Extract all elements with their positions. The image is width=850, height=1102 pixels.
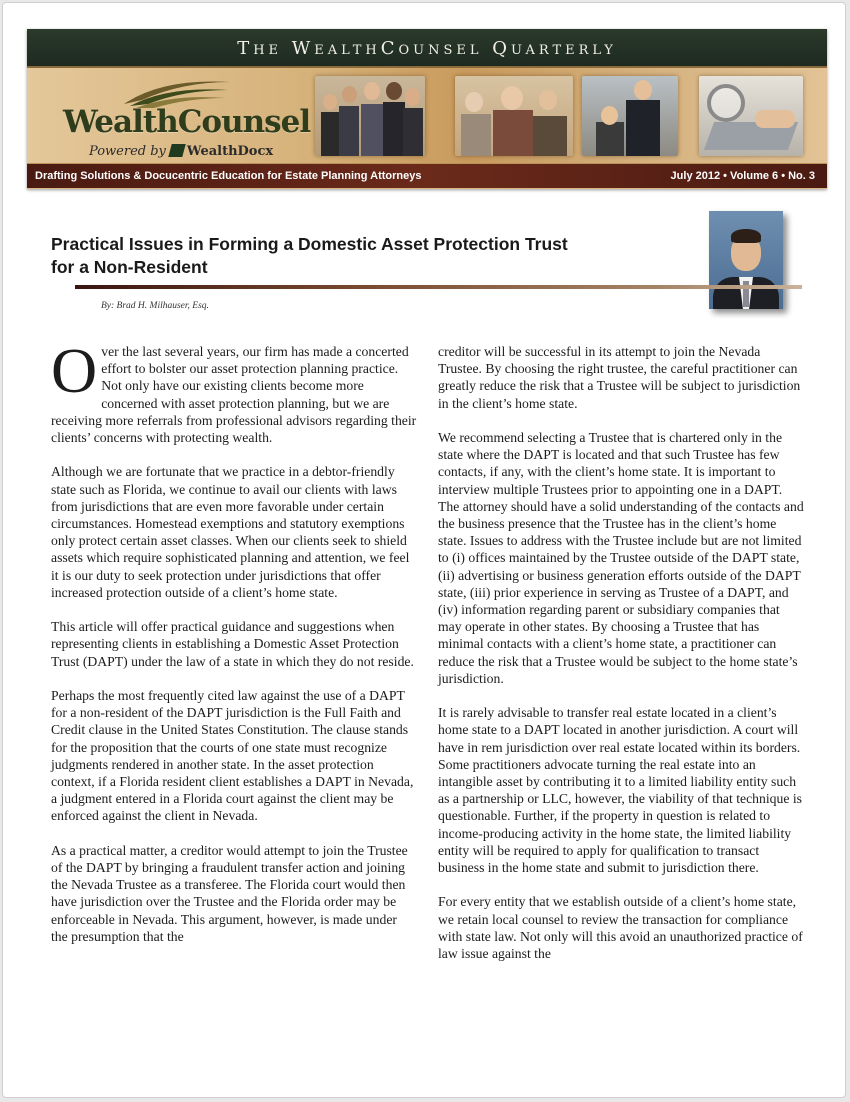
article-title-line-1: Practical Issues in Forming a Domestic Asset Protection Trust (51, 234, 568, 254)
author-photo (709, 211, 783, 309)
title-divider (75, 285, 802, 289)
paragraph: creditor will be successful in its attempt to join the Nevada Trustee. By choosing the right trustee, the careful practitioner can greatly reduce the risk that a Trustee will be subject to jurisdiction in the client’s home state. (438, 344, 801, 411)
article-title (51, 233, 611, 279)
newsletter-page (2, 2, 846, 1098)
article-column-left (51, 335, 417, 962)
powered-by-label: Powered by (89, 144, 166, 159)
newsletter-tagline: Drafting Solutions & Docucentric Education for Estate Planning Attorneys (35, 170, 422, 182)
paragraph: For every entity that we establish outside of a client’s home state, we retain local counsel to review the transaction for compliance with state law. Not only will this avoid an unauthorized practice of law issue against the (438, 894, 803, 962)
article-byline: By: Brad H. Milhauser, Esq. (101, 301, 209, 311)
paragraph: Over the last several years, our firm has made a concerted effort to bolster our asset protection planning practice. Not only have our existing clients become more concerned with asset protection planning, but we are receiving more referrals from professional advisors regarding their clients’ concerns with protecting wealth. (51, 335, 417, 446)
masthead-image-strip (27, 68, 827, 163)
powered-by-brand: WealthDocx (186, 144, 274, 159)
masthead-photo-business (582, 76, 678, 156)
masthead-photo-seniors (455, 76, 573, 156)
masthead-title-bar (27, 29, 827, 68)
paragraph: It is rarely advisable to transfer real estate located in a client’s home state to a DAPT located in another jurisdiction. A court will have in rem jurisdiction over real estate located within its borders. Some practitioners advocate turning the real estate into an intangible asset by contributing it to a limited liability entity such as a partnership or LLC, however, the viability of that technique is questionable. Further, if the property in question is related to income-producing activity in the home state, the limited liability entity will be required to apply for qualification to transact business in the home state and submit to jurisdiction there. (438, 705, 802, 876)
paragraph: Perhaps the most frequently cited law against the use of a DAPT for a non-resident of the DAPT jurisdiction is the Full Faith and Credit clause in the United States Constitution. The clause stands for the proposition that the courts of one state must recognize judgments rendered in another state. In the asset protection context, if a Florida resident client establishes a DAPT in Nevada, a judgment entered in a Florida court against the client may be enforced against the client in Nevada. (51, 688, 414, 824)
paragraph: As a practical matter, a creditor would attempt to join the Trustee of the DAPT by bringing a fraudulent transfer action and joining the Nevada Trustee as a transferee. The Florida court would then have jurisdiction over the Trustee and the Florida order may be enforceable in Nevada. This argument, however, is made under the presumption that the (51, 842, 408, 944)
masthead-photo-group (315, 76, 425, 156)
powered-by-line (89, 144, 273, 159)
masthead-photo-laptop (699, 76, 803, 156)
masthead-banner (27, 29, 827, 189)
newsletter-title: The WealthCounsel Quarterly (237, 38, 617, 59)
wealthdocx-logo-icon (168, 144, 185, 157)
drop-cap: O (51, 335, 98, 406)
article-title-line-2: for a Non-Resident (51, 257, 208, 277)
logo-swoosh-icon (122, 74, 232, 108)
issue-info: July 2012 • Volume 6 • No. 3 (670, 170, 815, 182)
paragraph: This article will offer practical guidance and suggestions when representing clients in establishing a Domestic Asset Protection Trust (DAPT) under the law of a state in which they do not reside. (51, 619, 414, 669)
article-column-right (438, 343, 804, 979)
paragraph: We recommend selecting a Trustee that is chartered only in the state where the DAPT is located and that such Trustee has few contacts, if any, with the client’s home state. It is important to interview multiple Trustees prior to appointing one in a DAPT. The attorney should have a solid understanding of the contacts and the business presence that the Trustee has in the client’s home state. Issues to address with the Trustee include but are not limited to (i) offices maintained by the Trustee outside of the DAPT state, (ii) advertising or business generation efforts outside of the DAPT state, (iii) prior experience in serving as Trustee of a DAPT, and (iv) information regarding parent or subsidiary companies that may operate in other states. By choosing a Trustee that has minimal contacts with a client’s home state, a practitioner can reduce the risk that a Trustee would be subject to the home state’s jurisdiction. (438, 430, 804, 686)
logo-wordmark: WealthCounsel (63, 104, 311, 140)
paragraph: Although we are fortunate that we practice in a debtor-friendly state such as Florida, we continue to avail our clients with laws from jurisdictions that are even more favorable under certain circumstances. Homestead exemptions and statutory exemptions only protect certain asset classes. When our clients seek to shield assets which require sophisticated planning and attention, we feel it is our duty to seek protection under jurisdictions that offer increased protection outside of a client’s home state. (51, 464, 410, 600)
masthead-footer-bar (27, 163, 827, 188)
